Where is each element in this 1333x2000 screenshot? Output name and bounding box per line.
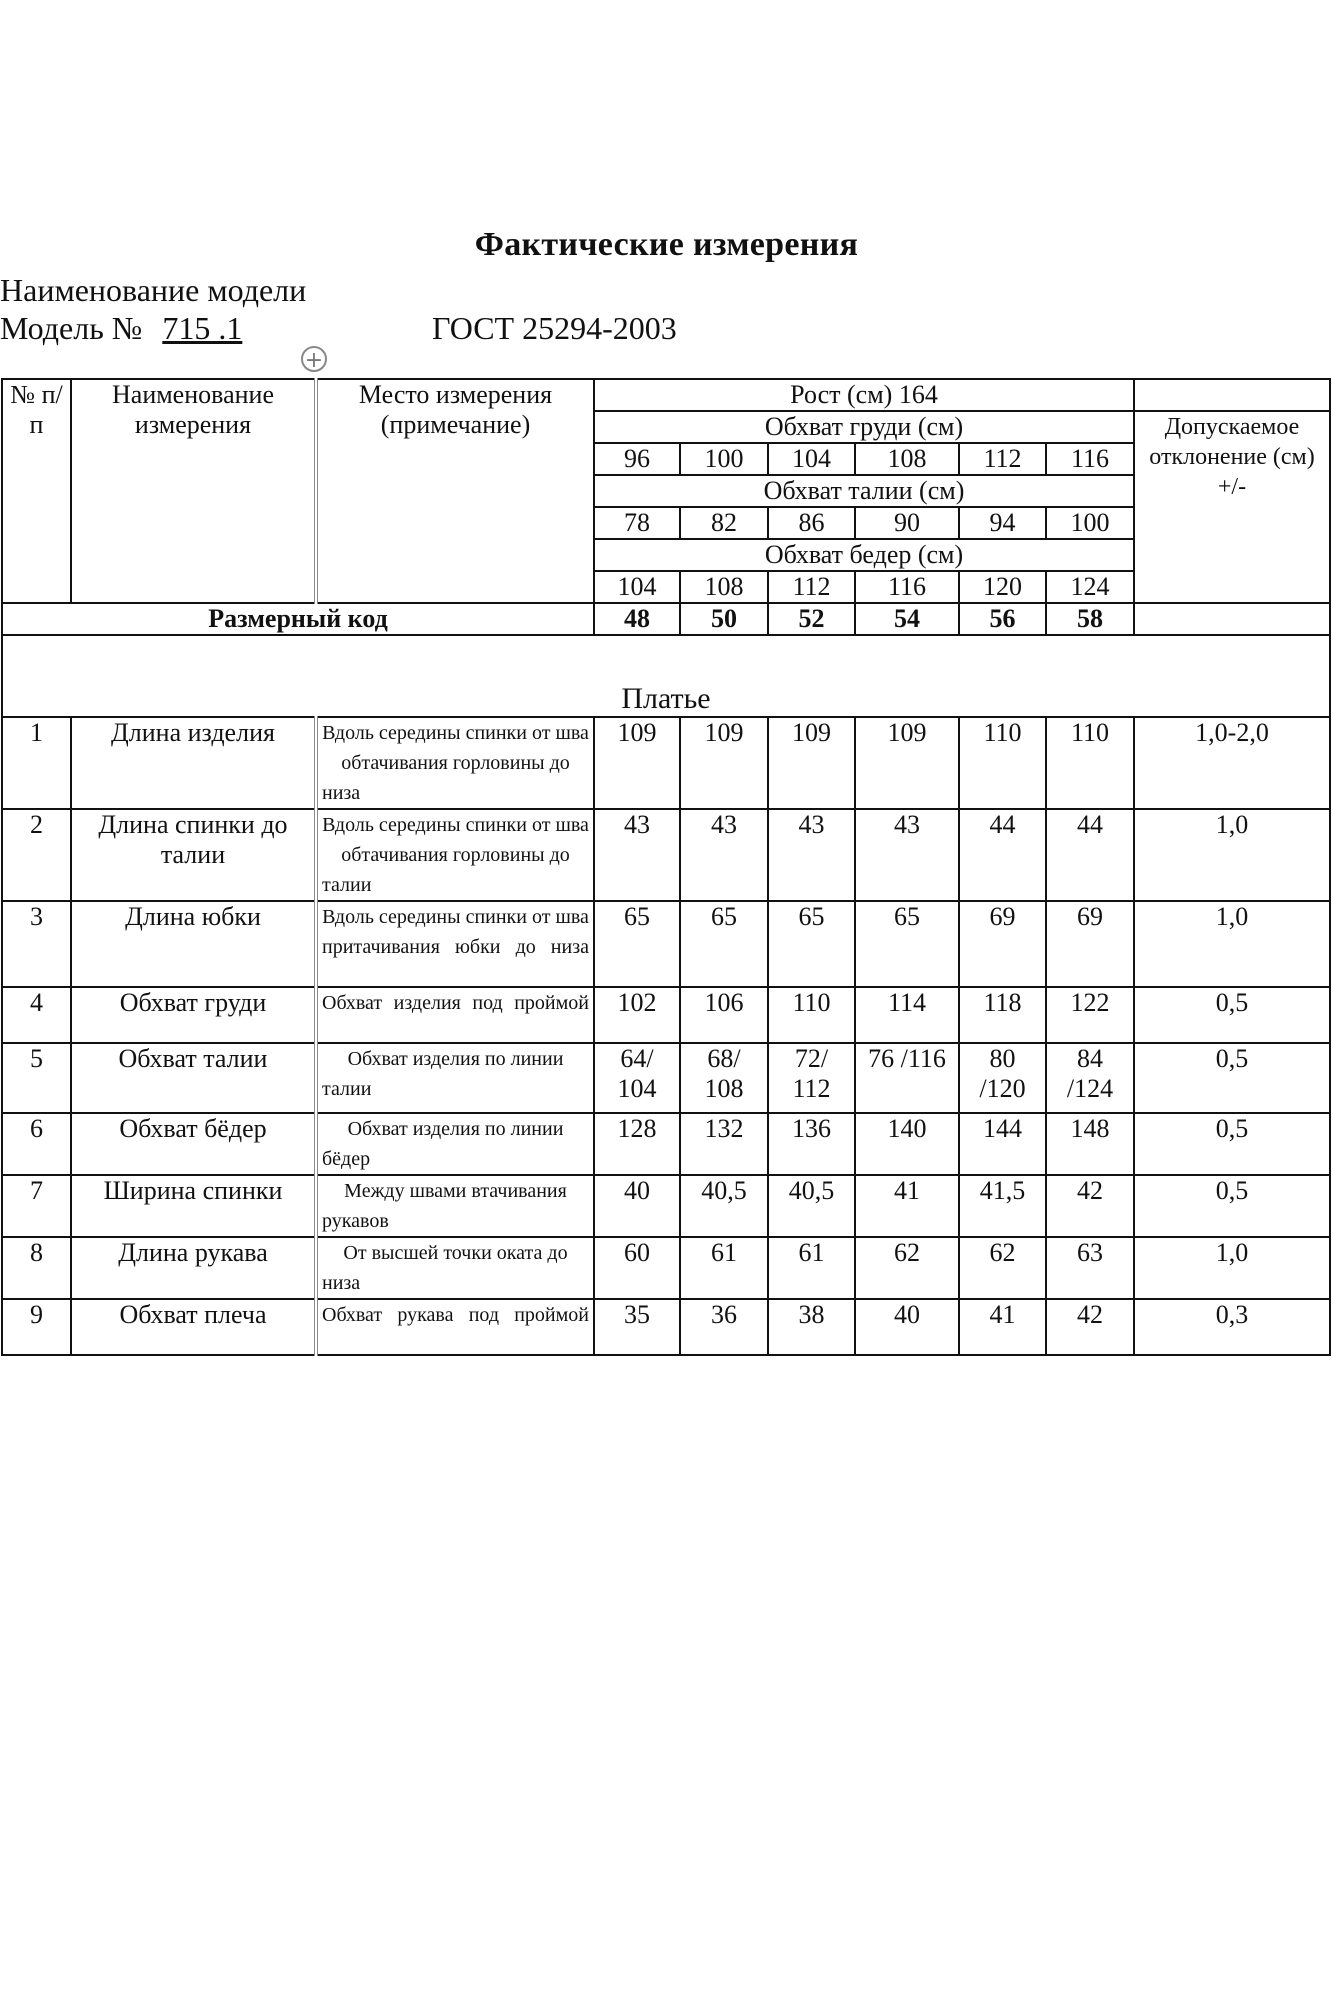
measurement-value: 61	[768, 1237, 855, 1299]
waist-value: 82	[680, 507, 768, 539]
table-row	[2, 1043, 1330, 1113]
measurement-value: 61	[680, 1237, 768, 1299]
measurement-name: Обхват талии	[71, 1043, 316, 1113]
height-label: Рост (см) 164	[594, 379, 1134, 411]
hip-value: 124	[1046, 571, 1134, 603]
measurement-tolerance: 1,0	[1134, 901, 1330, 987]
measurement-value: 40	[594, 1175, 680, 1237]
hip-value: 120	[959, 571, 1046, 603]
measurement-tolerance: 0,5	[1134, 1043, 1330, 1113]
hip-value: 108	[680, 571, 768, 603]
measurement-note: От высшей точки оката до низа	[316, 1237, 594, 1299]
measurement-tolerance: 0,5	[1134, 1175, 1330, 1237]
size-code-tolerance-blank	[1134, 603, 1330, 635]
table-row	[2, 1113, 1330, 1175]
height-tolerance-blank	[1134, 379, 1330, 411]
measurement-name: Ширина спинки	[71, 1175, 316, 1237]
measurement-tolerance: 1,0	[1134, 809, 1330, 901]
model-number-value: 715 .1	[162, 310, 243, 346]
measurement-value: 128	[594, 1113, 680, 1175]
measurement-note: Вдоль середины спинки от шва обтачивания горловины до талии	[316, 809, 594, 901]
measurement-value: 42	[1046, 1299, 1134, 1355]
chest-value: 100	[680, 443, 768, 475]
hip-value: 116	[855, 571, 959, 603]
measurement-value: 38	[768, 1299, 855, 1355]
row-number: 5	[2, 1043, 71, 1113]
measurement-note: Вдоль середины спинки от шва притачивания юбки до низа	[316, 901, 594, 987]
size-code-row	[2, 603, 1330, 635]
measurement-value: 64/ 104	[594, 1043, 680, 1113]
model-number-line	[0, 310, 248, 347]
measurement-value: 44	[959, 809, 1046, 901]
header-col-name: Наименование измерения	[71, 379, 316, 603]
table-row	[2, 987, 1330, 1043]
size-code: 50	[680, 603, 768, 635]
measurement-note: Обхват изделия под проймой	[316, 987, 594, 1043]
size-code: 56	[959, 603, 1046, 635]
measurement-note: Обхват изделия по линии бёдер	[316, 1113, 594, 1175]
chest-value: 96	[594, 443, 680, 475]
table-row	[2, 1299, 1330, 1355]
measurement-value: 41,5	[959, 1175, 1046, 1237]
measurement-value: 42	[1046, 1175, 1134, 1237]
measurement-value: 118	[959, 987, 1046, 1043]
model-number-label: Модель №	[0, 310, 143, 346]
model-name-label: Наименование модели	[0, 272, 307, 308]
measurement-value: 109	[768, 717, 855, 809]
chest-value: 104	[768, 443, 855, 475]
measurement-value: 84 /124	[1046, 1043, 1134, 1113]
measurement-value: 109	[680, 717, 768, 809]
hip-value: 104	[594, 571, 680, 603]
measurement-note: Между швами втачивания рукавов	[316, 1175, 594, 1237]
waist-value: 100	[1046, 507, 1134, 539]
size-code: 48	[594, 603, 680, 635]
measurement-value: 40,5	[768, 1175, 855, 1237]
measurement-name: Длина изделия	[71, 717, 316, 809]
measurement-value: 110	[1046, 717, 1134, 809]
measurement-name: Обхват груди	[71, 987, 316, 1043]
measurement-value: 109	[855, 717, 959, 809]
waist-value: 78	[594, 507, 680, 539]
measurement-name: Длина рукава	[71, 1237, 316, 1299]
waist-value: 86	[768, 507, 855, 539]
size-code: 54	[855, 603, 959, 635]
measurement-value: 41	[855, 1175, 959, 1237]
measurement-value: 109	[594, 717, 680, 809]
measurement-value: 102	[594, 987, 680, 1043]
row-number: 4	[2, 987, 71, 1043]
measurement-value: 114	[855, 987, 959, 1043]
measurement-value: 69	[1046, 901, 1134, 987]
measurement-value: 65	[680, 901, 768, 987]
hip-value: 112	[768, 571, 855, 603]
measurement-note: Вдоль середины спинки от шва обтачивания горловины до низа	[316, 717, 594, 809]
measurement-value: 122	[1046, 987, 1134, 1043]
section-label: Платье	[2, 635, 1330, 717]
row-number: 6	[2, 1113, 71, 1175]
measurement-tolerance: 1,0	[1134, 1237, 1330, 1299]
section-row	[2, 635, 1330, 717]
measurement-value: 140	[855, 1113, 959, 1175]
waist-value: 94	[959, 507, 1046, 539]
measurement-value: 72/ 112	[768, 1043, 855, 1113]
measurement-value: 80 /120	[959, 1043, 1046, 1113]
row-number: 8	[2, 1237, 71, 1299]
chest-value: 108	[855, 443, 959, 475]
tolerance-header: Допускаемое отклонение (см) +/-	[1134, 411, 1330, 603]
measurement-note: Обхват рукава под проймой	[316, 1299, 594, 1355]
waist-label: Обхват талии (см)	[594, 475, 1134, 507]
measurement-value: 144	[959, 1113, 1046, 1175]
measurement-value: 35	[594, 1299, 680, 1355]
document-title: Фактические измерения	[474, 226, 859, 263]
size-code: 58	[1046, 603, 1134, 635]
row-number: 2	[2, 809, 71, 901]
table-row	[2, 1237, 1330, 1299]
table-row	[2, 717, 1330, 809]
gost-standard: ГОСТ 25294-2003	[432, 310, 677, 346]
measurement-value: 43	[768, 809, 855, 901]
measurement-value: 65	[594, 901, 680, 987]
table-move-handle-icon[interactable]: +	[301, 346, 327, 372]
measurement-value: 63	[1046, 1237, 1134, 1299]
measurements-table	[1, 378, 1331, 1356]
hip-label: Обхват бедер (см)	[594, 539, 1134, 571]
measurement-note: Обхват изделия по линии талии	[316, 1043, 594, 1113]
table-row	[2, 901, 1330, 987]
measurement-value: 106	[680, 987, 768, 1043]
chest-value: 112	[959, 443, 1046, 475]
measurement-value: 62	[855, 1237, 959, 1299]
measurement-name: Длина юбки	[71, 901, 316, 987]
table-row	[2, 1175, 1330, 1237]
row-number: 3	[2, 901, 71, 987]
row-number: 7	[2, 1175, 71, 1237]
measurement-value: 43	[680, 809, 768, 901]
measurement-value: 110	[768, 987, 855, 1043]
measurement-tolerance: 1,0-2,0	[1134, 717, 1330, 809]
measurement-value: 110	[959, 717, 1046, 809]
table-row	[2, 809, 1330, 901]
measurement-value: 69	[959, 901, 1046, 987]
measurement-value: 40	[855, 1299, 959, 1355]
size-code: 52	[768, 603, 855, 635]
measurement-value: 65	[768, 901, 855, 987]
measurement-value: 44	[1046, 809, 1134, 901]
measurement-value: 43	[594, 809, 680, 901]
chest-value: 116	[1046, 443, 1134, 475]
measurement-value: 43	[855, 809, 959, 901]
measurement-name: Длина спинки до талии	[71, 809, 316, 901]
chest-label: Обхват груди (см)	[594, 411, 1134, 443]
row-number: 1	[2, 717, 71, 809]
measurement-tolerance: 0,5	[1134, 1113, 1330, 1175]
measurement-value: 60	[594, 1237, 680, 1299]
header-col-number: № п/п	[2, 379, 71, 603]
measurement-value: 76 /116	[855, 1043, 959, 1113]
measurement-value: 65	[855, 901, 959, 987]
waist-value: 90	[855, 507, 959, 539]
measurement-value: 148	[1046, 1113, 1134, 1175]
measurement-name: Обхват плеча	[71, 1299, 316, 1355]
measurement-tolerance: 0,3	[1134, 1299, 1330, 1355]
row-number: 9	[2, 1299, 71, 1355]
measurement-value: 41	[959, 1299, 1046, 1355]
measurement-value: 62	[959, 1237, 1046, 1299]
size-code-label: Размерный код	[2, 603, 594, 635]
measurement-value: 136	[768, 1113, 855, 1175]
measurement-value: 132	[680, 1113, 768, 1175]
measurement-value: 36	[680, 1299, 768, 1355]
measurement-value: 68/ 108	[680, 1043, 768, 1113]
measurement-tolerance: 0,5	[1134, 987, 1330, 1043]
measurement-name: Обхват бёдер	[71, 1113, 316, 1175]
header-col-place: Место измерения (примечание)	[316, 379, 594, 603]
measurement-value: 40,5	[680, 1175, 768, 1237]
